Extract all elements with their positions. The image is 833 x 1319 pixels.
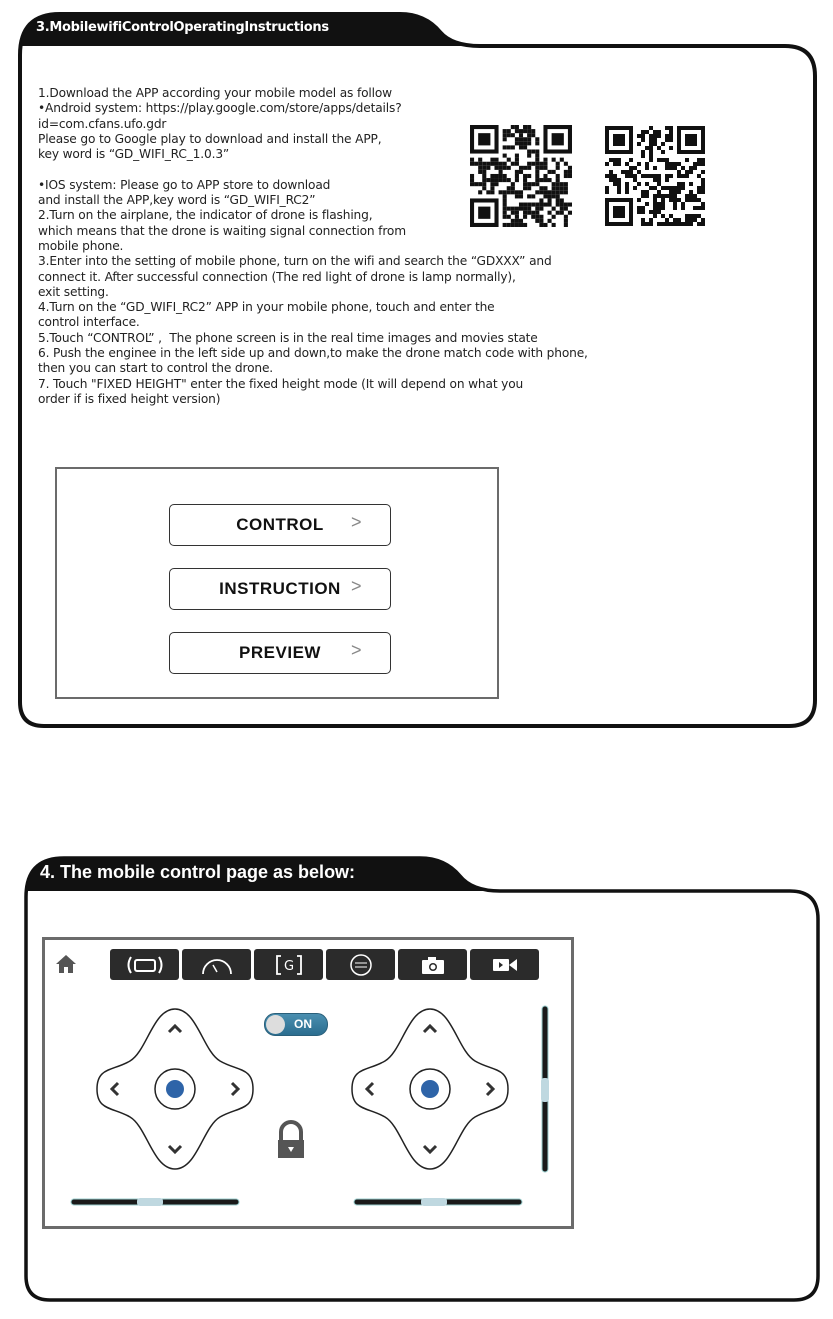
instruction-line: order if is fixed height version) <box>38 391 221 406</box>
instruction-line: •Android system: https://play.google.com/store/apps/details? <box>38 101 402 116</box>
app-menu-preview <box>55 467 499 699</box>
instruction-line: id=com.cfans.ufo.gdr <box>38 116 167 131</box>
instruction-line: 1.Download the APP according your mobile model as follow <box>38 86 392 100</box>
lock-icon[interactable] <box>278 1122 304 1158</box>
instruction-line: 5.Touch “CONTROL” , The phone screen is in the real time images and movies state <box>38 330 538 345</box>
joystick-layer <box>45 940 571 1226</box>
instruction-line: exit setting. <box>38 284 109 299</box>
instruction-line: 4.Turn on the “GD_WIFI_RC2” APP in your mobile phone, touch and enter the <box>38 300 495 315</box>
svg-text:G: G <box>283 958 294 974</box>
section-3-title: 3.MobilewifiControlOperatingInstructions <box>36 20 329 35</box>
instruction-button[interactable] <box>169 568 391 610</box>
instruction-line: mobile phone. <box>38 238 124 253</box>
section-4-title: 4. The mobile control page as below: <box>40 862 356 882</box>
chevron-right-icon: > <box>350 640 362 660</box>
chevron-right-icon: > <box>350 576 362 596</box>
preview-label: PREVIEW <box>239 643 321 662</box>
instruction-line: 7. Touch "FIXED HEIGHT" enter the fixed height mode (It will depend on what you <box>38 376 524 391</box>
instruction-line: control interface. <box>38 315 140 330</box>
control-label: CONTROL <box>236 515 324 534</box>
instruction-line: which means that the drone is waiting signal connection from <box>38 223 406 238</box>
control-screen-preview <box>42 937 574 1229</box>
left-joystick[interactable] <box>97 1009 253 1169</box>
right-horizontal-trim-slider[interactable] <box>354 1198 522 1206</box>
qr-code-ios <box>605 126 705 226</box>
instruction-line: connect it. After successful connection (The red light of drone is lamp normally), <box>38 269 516 284</box>
instruction-line: •IOS system: Please go to APP store to download <box>38 177 331 192</box>
instruction-line: 6. Push the enginee in the left side up and down,to make the drone match code with phone, <box>38 346 588 361</box>
instruction-line: Please go to Google play to download and install the APP, <box>38 131 382 146</box>
toggle-label: ON <box>294 1017 312 1031</box>
right-joystick[interactable] <box>352 1009 508 1169</box>
instruction-label: INSTRUCTION <box>219 579 341 598</box>
control-button[interactable] <box>169 504 391 546</box>
instruction-line: then you can start to control the drone. <box>38 361 274 376</box>
instruction-line: and install the APP,key word is “GD_WIFI_RC2” <box>38 193 316 208</box>
left-horizontal-trim-slider[interactable] <box>71 1198 239 1206</box>
chevron-right-icon: > <box>350 512 362 532</box>
instruction-line: key word is “GD_WIFI_RC_1.0.3” <box>38 147 230 162</box>
qr-code-android <box>470 125 572 227</box>
vertical-trim-slider[interactable] <box>541 1006 549 1172</box>
instruction-line: 3.Enter into the setting of mobile phone, turn on the wifi and search the “GDXXX” and <box>38 254 552 269</box>
instruction-line: 2.Turn on the airplane, the indicator of drone is flashing, <box>38 208 373 223</box>
preview-button[interactable] <box>169 632 391 674</box>
